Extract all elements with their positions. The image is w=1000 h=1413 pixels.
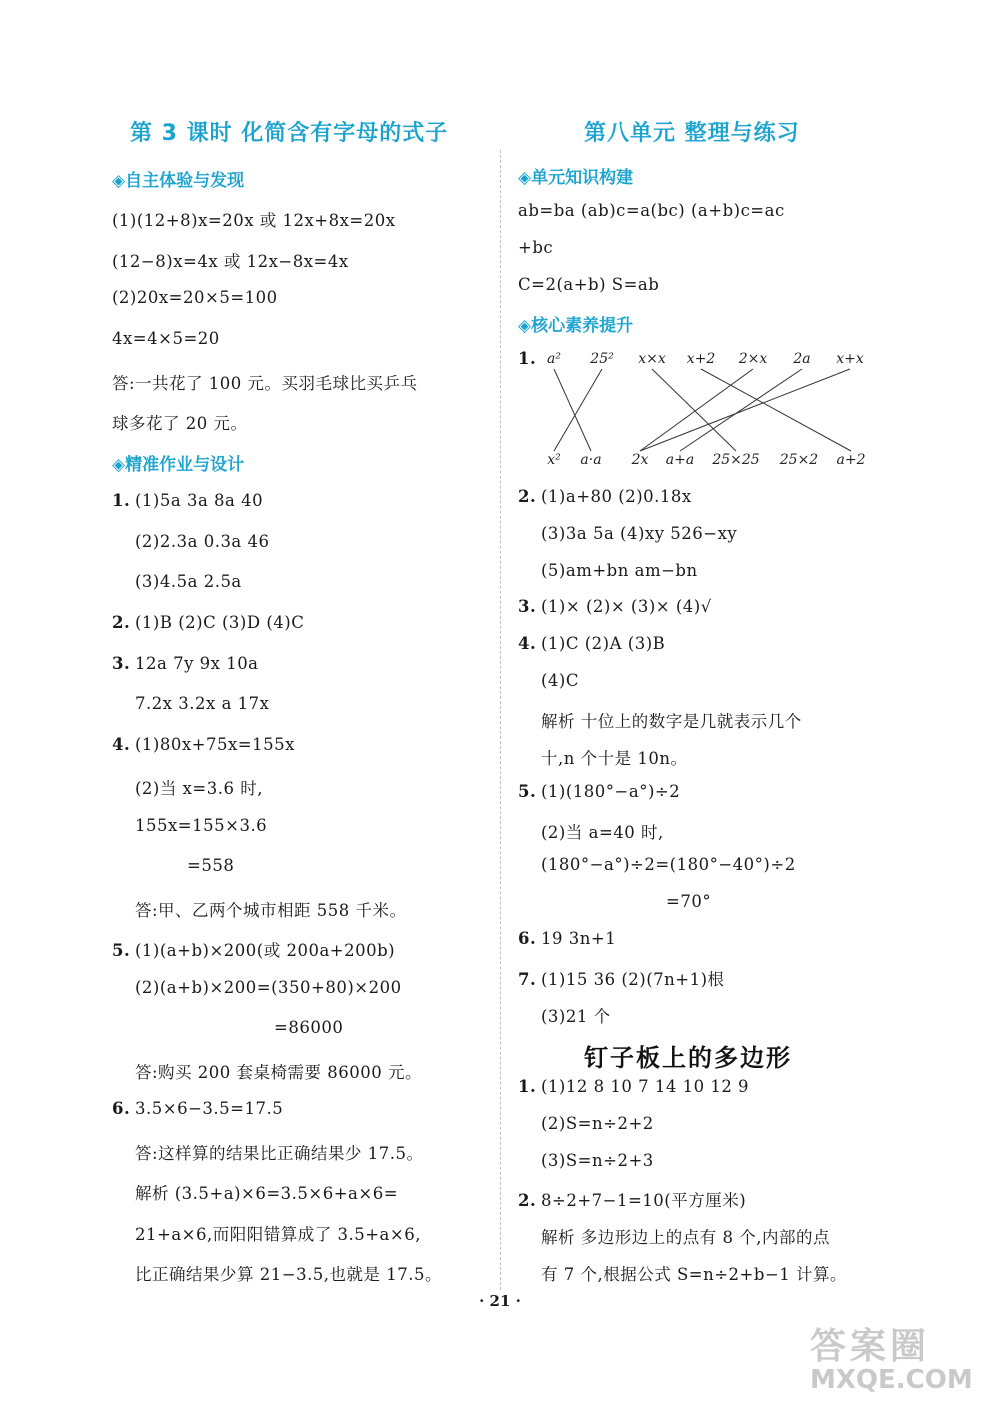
question-number: 7. [518, 970, 537, 989]
answer-line: 答:一共花了 100 元。买羽毛球比买乒乓 [112, 374, 418, 393]
answer-text: (1)(a+b)×200(或 200a+200b) [135, 941, 396, 960]
nail-question-2 [518, 1187, 746, 1211]
answer-line: (5)am+bn am−bn [541, 561, 698, 580]
section-self-discovery: ◈自主体验与发现 [112, 171, 245, 191]
watermark-en: MXQE.COM [810, 1365, 973, 1395]
question-number: 5. [518, 782, 537, 801]
match-top-item: a² [547, 351, 561, 367]
answer-line: (4)C [541, 671, 579, 690]
answer-text: (1)15 36 (2)(7n+1)根 [541, 970, 725, 989]
question-7 [518, 966, 725, 990]
question-number: 1. [518, 349, 537, 368]
answer-line: (2)当 x=3.6 时, [135, 779, 263, 798]
question-number: 3. [518, 597, 537, 616]
watermark-logo [810, 1318, 973, 1395]
question-number: 2. [518, 1191, 537, 1210]
answer-text: (1)B (2)C (3)D (4)C [135, 613, 305, 632]
analysis-line: 有 7 个,根据公式 S=n÷2+b−1 计算。 [541, 1265, 848, 1284]
nail-question-1 [518, 1077, 749, 1096]
lesson-title: 第 3 课时 化简含有字母的式子 [130, 121, 449, 146]
answer-line: 7.2x 3.2x a 17x [135, 694, 270, 713]
question-number: 1. [518, 1077, 537, 1096]
answer-line: =86000 [274, 1018, 344, 1037]
answer-line: C=2(a+b) S=ab [518, 275, 660, 294]
match-line [680, 369, 802, 451]
question-1 [112, 491, 263, 510]
answer-line: (2)20x=20×5=100 [112, 288, 278, 307]
question-number: 4. [112, 735, 131, 754]
matching-diagram [540, 345, 880, 473]
answer-text: 3.5×6−3.5=17.5 [135, 1099, 284, 1118]
question-number: 3. [112, 654, 131, 673]
match-bottom-item: a·a [580, 452, 602, 468]
answer-line: (2)(a+b)×200=(350+80)×200 [135, 978, 402, 997]
answer-text: 12a 7y 9x 10a [135, 654, 259, 673]
match-bottom-item: a+a [665, 452, 695, 468]
answer-text: (1)× (2)× (3)× (4)√ [541, 597, 712, 616]
question-4 [518, 634, 665, 653]
answer-text: (1)12 8 10 7 14 10 12 9 [541, 1077, 750, 1096]
question-5 [518, 782, 680, 801]
question-number: 6. [518, 929, 537, 948]
answer-line: 球多花了 20 元。 [112, 414, 248, 433]
question-3 [112, 654, 259, 673]
analysis-line: 21+a×6,而阳阳错算成了 3.5+a×6, [135, 1225, 421, 1244]
page-number: · 21 · [479, 1292, 521, 1310]
question-number: 6. [112, 1099, 131, 1118]
analysis-line: 比正确结果少算 21−3.5,也就是 17.5。 [135, 1265, 443, 1284]
question-4 [112, 735, 295, 754]
match-top-item: x×x [638, 351, 666, 367]
answer-text: (1)C (2)A (3)B [541, 634, 666, 653]
question-6 [112, 1099, 283, 1118]
answer-text: 19 3n+1 [541, 929, 617, 948]
match-top-item: x+x [836, 351, 864, 367]
answer-line: (3)21 个 [541, 1007, 611, 1026]
nail-board-title: 钉子板上的多边形 [584, 1044, 792, 1072]
answer-text: (1)5a 3a 8a 40 [135, 491, 264, 510]
match-line [640, 369, 753, 451]
question-number: 2. [518, 487, 537, 506]
section-precise-homework: ◈精准作业与设计 [112, 455, 245, 475]
question-number: 4. [518, 634, 537, 653]
match-top-item: 2×x [738, 351, 768, 367]
answer-line: (180°−a°)÷2=(180°−40°)÷2 [541, 855, 796, 874]
match-bottom-item: 25×2 [779, 452, 819, 468]
question-3 [518, 597, 712, 616]
section-core-literacy: ◈核心素养提升 [518, 316, 634, 336]
question-number: 5. [112, 941, 131, 960]
answer-line: (12−8)x=4x 或 12x−8x=4x [112, 252, 349, 271]
match-top-item: 2a [793, 351, 811, 367]
answer-line: ab=ba (ab)c=a(bc) (a+b)c=ac [518, 201, 785, 220]
answer-line: 4x=4×5=20 [112, 329, 220, 348]
answer-line: =70° [666, 892, 712, 911]
question-1 [518, 349, 541, 368]
answer-line: (3)4.5a 2.5a [135, 572, 242, 591]
match-line [640, 369, 850, 451]
unit-title: 第八单元 整理与练习 [584, 121, 800, 146]
answer-line: (2)当 a=40 时, [541, 823, 664, 842]
answer-text: (1)(180°−a°)÷2 [541, 782, 681, 801]
answer-line: 答:购买 200 套桌椅需要 86000 元。 [135, 1063, 423, 1082]
question-6 [518, 929, 616, 948]
question-2 [518, 487, 692, 506]
answer-line: +bc [518, 238, 554, 257]
match-line [554, 369, 591, 451]
match-top-item: x+2 [686, 351, 716, 367]
watermark-cn: 答案圈 [810, 1326, 931, 1367]
answer-line: 155x=155×3.6 [135, 816, 268, 835]
question-number: 1. [112, 491, 131, 510]
match-bottom-item: a+2 [836, 452, 866, 468]
column-divider [500, 150, 501, 1290]
answer-text: (1)80x+75x=155x [135, 735, 295, 754]
answer-line: (2)S=n÷2+2 [541, 1114, 654, 1133]
answer-line: 答:甲、乙两个城市相距 558 千米。 [135, 901, 407, 920]
question-number: 2. [112, 613, 131, 632]
match-bottom-item: x² [547, 452, 561, 468]
analysis-line: 解析 (3.5+a)×6=3.5×6+a×6= [135, 1184, 399, 1203]
analysis-line: 解析 十位上的数字是几就表示几个 [541, 712, 802, 731]
match-line [554, 369, 602, 451]
section-unit-knowledge: ◈单元知识构建 [518, 168, 634, 188]
question-2 [112, 613, 304, 632]
answer-line: =558 [187, 856, 235, 875]
match-top-item: 25² [590, 351, 614, 367]
answer-text: 8÷2+7−1=10(平方厘米) [541, 1191, 747, 1210]
answer-line: (3)3a 5a (4)xy 526−xy [541, 524, 738, 543]
match-bottom-item: 2x [631, 452, 649, 468]
answer-line: (3)S=n÷2+3 [541, 1151, 654, 1170]
match-bottom-item: 25×25 [712, 452, 760, 468]
analysis-line: 十,n 个十是 10n。 [541, 749, 688, 768]
question-5 [112, 937, 395, 961]
answer-text: (1)a+80 (2)0.18x [541, 487, 692, 506]
answer-line: 答:这样算的结果比正确结果少 17.5。 [135, 1144, 424, 1163]
analysis-line: 解析 多边形边上的点有 8 个,内部的点 [541, 1228, 830, 1247]
answer-line: (1)(12+8)x=20x 或 12x+8x=20x [112, 211, 396, 230]
answer-line: (2)2.3a 0.3a 46 [135, 532, 270, 551]
